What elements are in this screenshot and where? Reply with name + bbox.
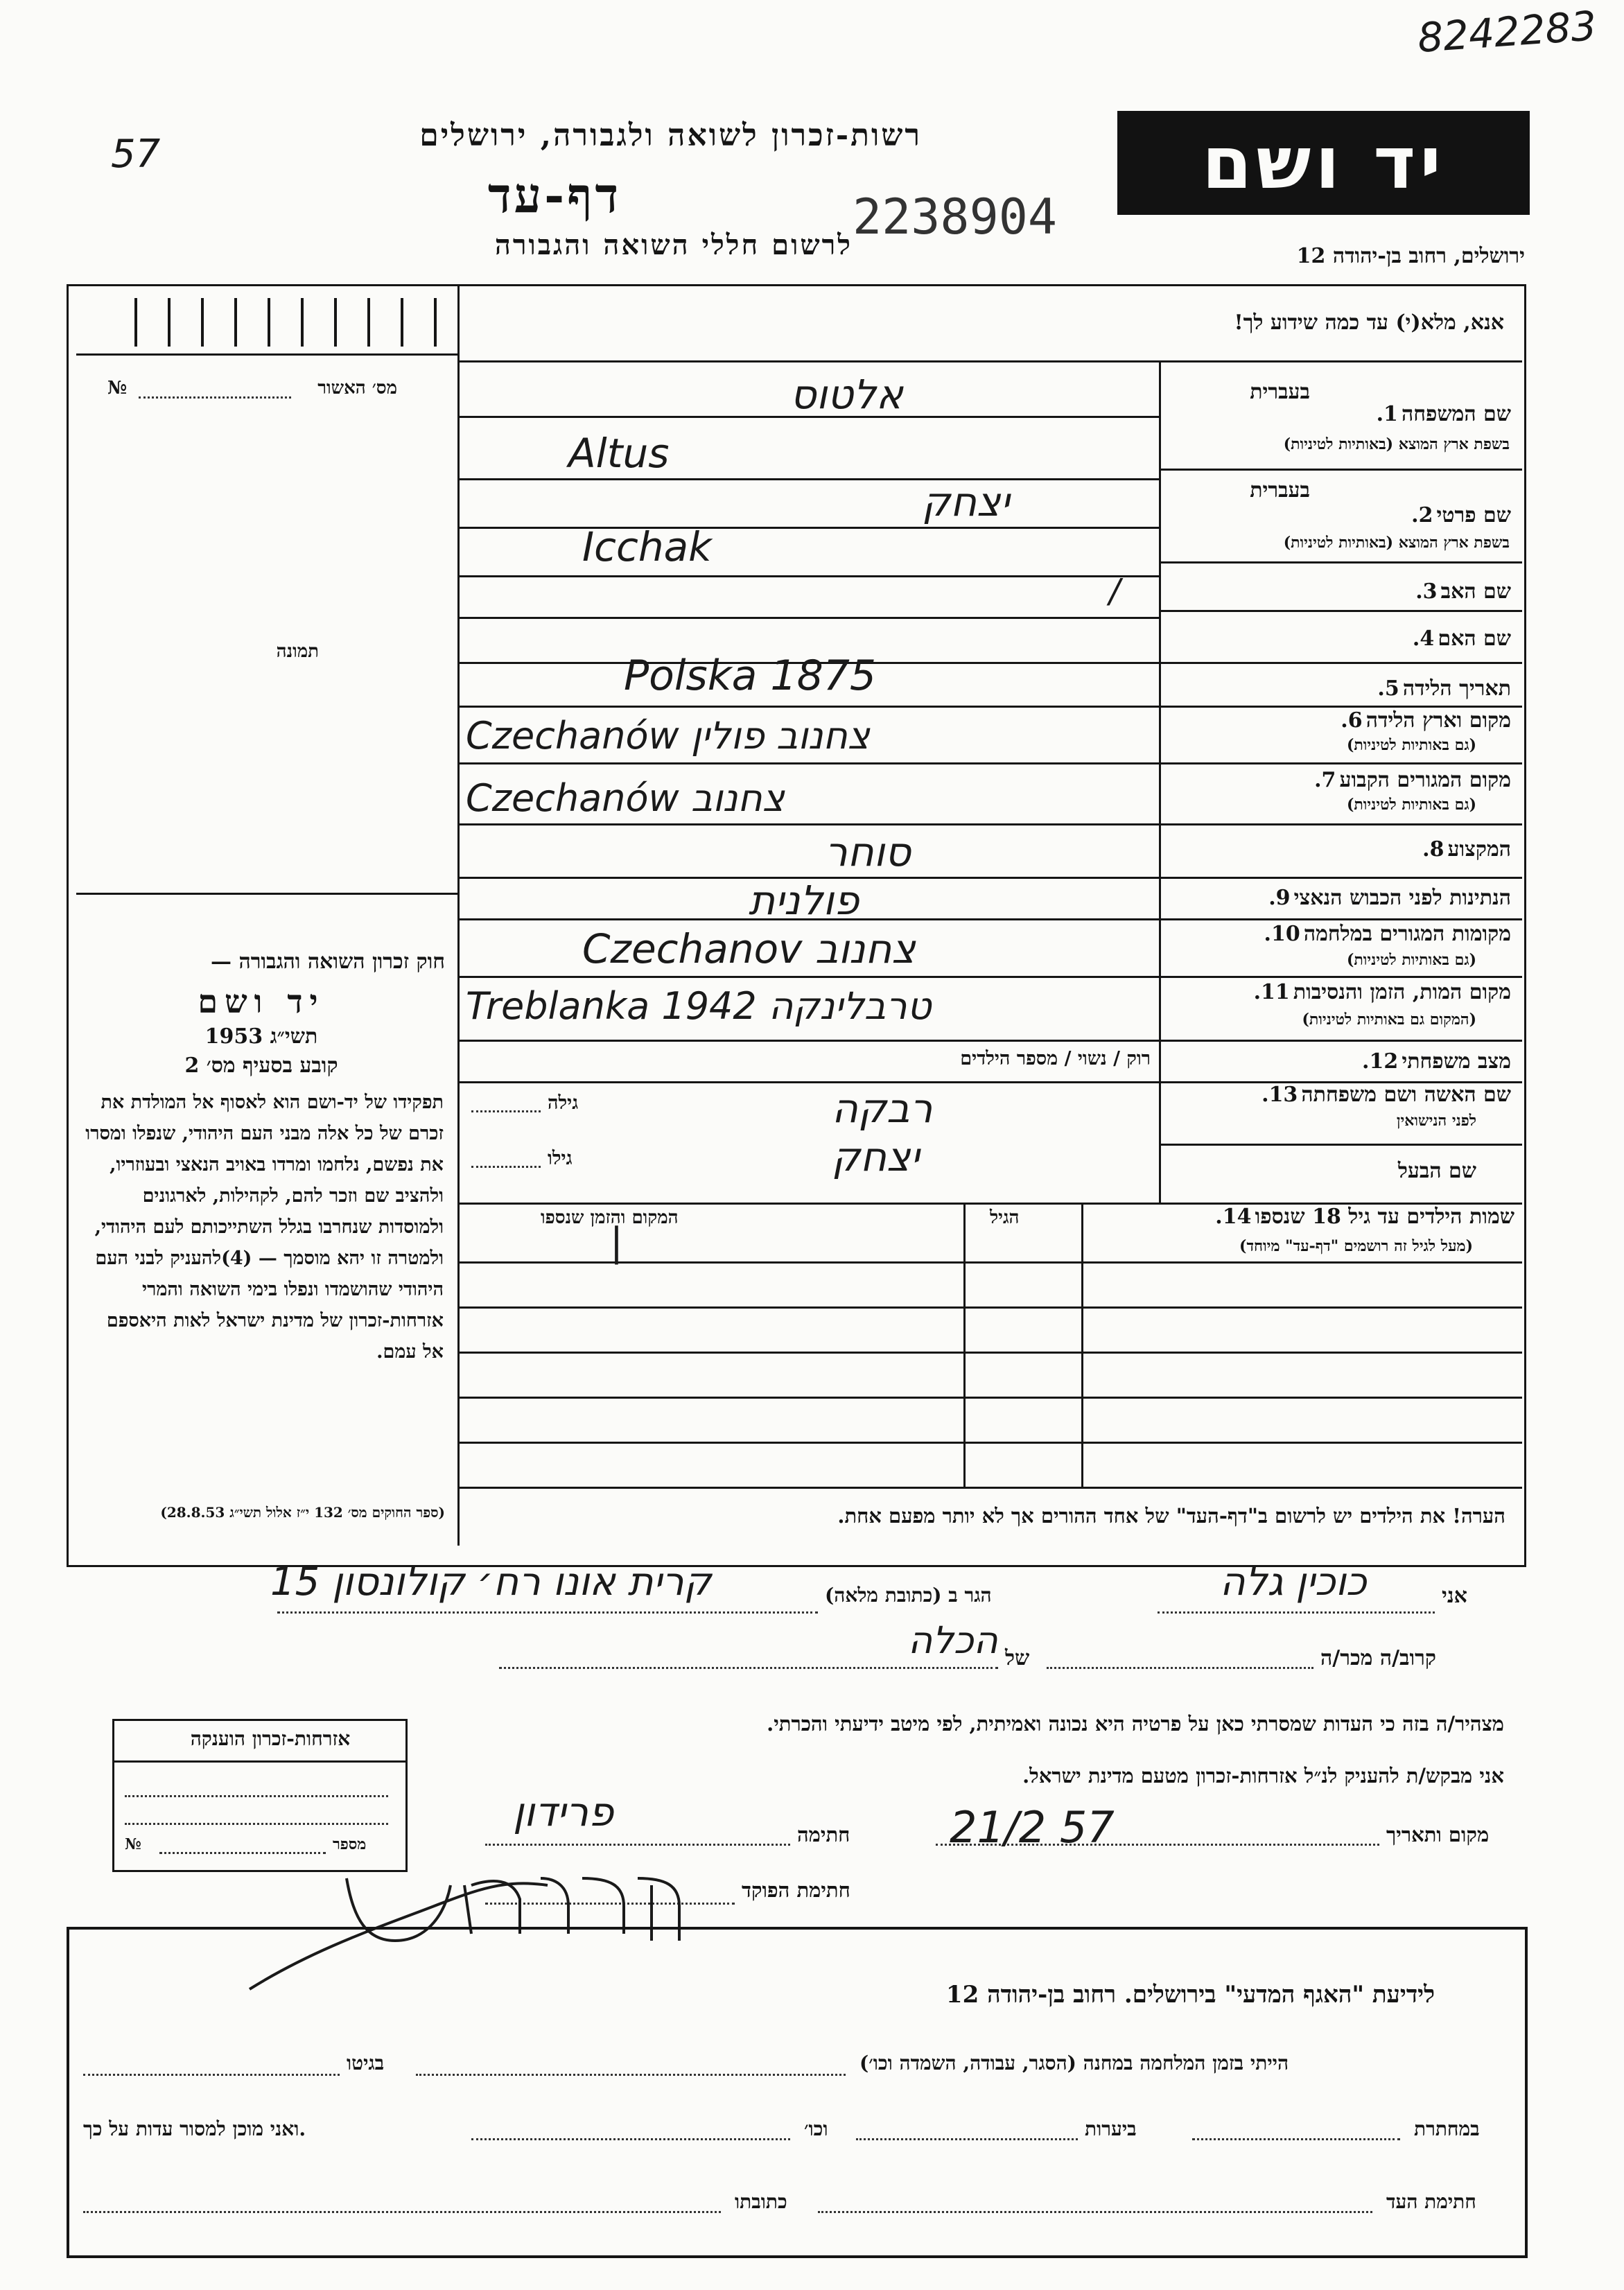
footer-address-label: כתובתו [735,2190,787,2213]
field-label: שם פרטי [1436,503,1511,527]
value-line [457,575,1159,577]
children-row-line [457,1442,1522,1444]
footer-camp-label: הייתי בזמן המלחמה במחנה (הסגר, עבודה, השמדה וכו׳) [859,2052,1289,2074]
photo-law-divider [76,893,457,895]
value-father-name: / [1109,572,1121,611]
field-first-name [1171,503,1511,527]
footer-ghetto-label: בגיטו [347,2052,385,2074]
registration-number: 2238904 [853,189,1058,245]
value-family-name-latin: Altus [568,430,670,477]
field-wife-name [1168,1083,1511,1107]
children-place-col: המקום והזמן שנספו [541,1207,679,1228]
witness-relative-label: קרוב/ה מכר/ה [1320,1646,1436,1670]
value-line [457,1081,1159,1083]
wife-age-label: גילה [548,1092,579,1114]
row-line [1159,823,1522,825]
value-family-name-he: אלטוס [790,371,903,418]
footer-ready-label: ואני מוכן למסור עדות על כך. [83,2117,306,2140]
page-number-mark: 57 [111,132,161,177]
field-label: שם האשה ושם משפחתה [1301,1083,1511,1107]
place-date-value: 21/2 57 [950,1802,1115,1853]
field-sublabel: בשפת ארץ המוצא (באותיות לטיניות) [1283,534,1510,552]
footer-etc-label: וכו׳ [804,2117,828,2140]
field-family-name [1171,402,1511,426]
row-line [1159,662,1522,664]
husband-age-label: גילו [548,1148,573,1169]
signature-label: חתימה [797,1823,850,1846]
footer-witness-sign-dots [818,2211,1372,2213]
citizenship-number-mark: № [125,1835,141,1853]
field-marital-status [1171,1049,1511,1074]
field-number: 4. [1412,627,1435,651]
field-number: 1. [1376,402,1398,426]
footer-witness-sign-label: חתימת העד [1386,2190,1476,2213]
value-line [457,706,1159,708]
value-line [457,762,1159,764]
value-birth-date: Polska 1875 [624,652,877,700]
signature-value: פרידון [513,1788,614,1835]
field-birth-place [1171,708,1511,733]
field-number: 8. [1422,837,1444,862]
officer-signature-label: חתימת הפוקד [742,1878,850,1902]
tick-row-line [76,353,457,356]
value-line [457,823,1159,825]
value-line [457,976,1159,978]
row-line [1159,762,1522,764]
field-number: 2. [1411,503,1433,527]
row-line [1159,1144,1522,1146]
field-number: 11. [1253,980,1290,1004]
field-label: תאריך הלידה [1402,676,1511,701]
footer-title: לידיעת "האגף המדעי" בירושלים. רחוב בן-יהודה 12 [945,1981,1435,2009]
citizenship-number-label: מספר [333,1835,367,1853]
value-nationality: פולנית [749,877,859,924]
children-row-line [457,1306,1522,1309]
children-age-col: הגיל [990,1207,1020,1228]
children-row-line [457,1487,1522,1489]
children-heading [1085,1205,1514,1229]
row-line [1159,918,1522,920]
witness-name: כוכין גלה [1220,1559,1367,1605]
children-row-line [457,1352,1522,1354]
children-col-divider [963,1203,966,1487]
field-label: מקום המות, הזמן והנסיבות [1293,980,1511,1004]
field-number: 7. [1314,768,1336,792]
logo-text: יד ושם [1202,121,1445,205]
children-mark: | [610,1220,623,1265]
form-note: הערה! את הילדים יש לרשום ב"דף-העד" של אחד ההורים אך לא יותר מפעם אחת. [837,1504,1505,1528]
form-title: דף-עד [487,166,622,224]
row-line [1159,469,1522,471]
witness-address-dots [277,1611,818,1614]
witness-name-dots [1158,1611,1435,1614]
value-profession: סוחר [825,828,911,875]
value-husband-name: יצחק [832,1133,920,1180]
value-line [457,527,1159,529]
left-column-divider [457,284,460,1546]
wife-age-dots [471,1110,541,1112]
value-line [457,478,1159,480]
value-line [457,617,1159,619]
approval-label: מס׳ האשור [317,378,397,399]
value-residence: Czechanów צחנוב [466,776,785,820]
footer-underground-label: במחתרת [1414,2117,1480,2140]
witness-relation: הכלה [908,1618,998,1662]
law-text: תפקידו של יד-ושם הוא לאסוף אל המולדת את זכרם של כל אלה מבני העם היהודי, שנפלו ומסרו את נפשם, נלחמו ומרדו באויב הנאצי ובעוזריו, ולהציב שם וזכר להם, לקהילות, לארגונים ולמוסדות שנחרבו בגלל השתייכותם לעם היהודי, ולמטרה זו יהא מוסמך — (4)להעניק לבני העם היהודי שהושמדו ונפלו בימי השואה והמרי אזרחות-זכרון של מדינת ישראל לאות היאספם אל עמם. [85,1092,444,1363]
field-nationality [1171,886,1511,910]
footer-address-dots [83,2211,721,2213]
field-sublabel: (גם באותיות לטיניות) [1346,796,1476,814]
field-number: 10. [1264,922,1300,946]
witness-i-label: אני [1442,1584,1467,1608]
law-title: חוק זכרון השואה והגבורה — [211,950,445,974]
field-label: מקום המגורים הקבוע [1339,768,1511,792]
field-number: 9. [1268,886,1291,910]
field-number: 12. [1362,1049,1399,1074]
witness-address: קרית אונו רח׳ קולונסון 15 [270,1559,712,1605]
field-number: 5. [1377,676,1399,701]
witness-declaration: מצהיר/ה בזה כי העדות שמסרתי כאן על פרטיה היא נכונה ואמיתית, לפי מיטב ידיעתי והכרתי. [767,1712,1504,1736]
field-mother-name [1171,627,1511,651]
field-wartime-residence [1168,922,1511,946]
footer-ghetto-dots [83,2074,340,2076]
footer-forests-label: ביערות [1085,2117,1137,2140]
top-tick-row [104,298,437,347]
field-label: שם המשפחה [1401,402,1511,426]
law-year: תשי״ג 1953 [204,1024,318,1049]
form-subtitle: לרשום חללי השואה והגבורה [494,229,853,261]
field-label: המקצוע [1447,837,1511,862]
footer-forests-dots [856,2138,1078,2140]
archive-number: 8242283 [1415,2,1598,62]
row-line [1159,610,1522,612]
photo-label: תמונה [276,641,319,662]
field-sublabel: לפני הנישואין [1396,1112,1476,1130]
field-profession [1171,837,1511,862]
footer-etc-dots [471,2138,790,2140]
yad-vashem-logo [1117,111,1530,215]
field-death-place [1168,980,1511,1004]
row-line [1159,561,1522,563]
field-sublabel: (גם באותיות לטיניות) [1346,951,1476,969]
citizenship-title: אזרחות-זכרון הוענקה [190,1727,351,1750]
field-sublabel: (גם באותיות לטיניות) [1346,736,1476,754]
value-first-name-latin: Icchak [582,523,712,570]
org-line: רשות-זכרון לשואה ולגבורה, ירושלים [419,118,922,153]
witness-relation-dots [1047,1667,1313,1669]
law-name: יד ושם [198,983,325,1020]
witness-request: אני מבקש/ת להעניק לנ״ל אזרחות-זכרון מטעם מדינת ישראל. [1022,1764,1504,1788]
place-date-label: מקום ותאריך [1386,1823,1490,1846]
value-wife-name: רבקה [832,1085,933,1132]
field-father-name [1171,579,1511,604]
witness-resides-label: הגר ב (כתובת מלאה) [825,1584,992,1607]
field-label: מקומות המגורים במלחמה [1303,922,1511,946]
value-first-name-he: יצחק [922,478,1010,525]
citizenship-number-dots [159,1852,326,1854]
intro-divider [457,360,1522,362]
witness-of-label: של [1005,1646,1030,1670]
value-marital-status-options: רוק / נשוי / מספר הילדים [960,1048,1151,1069]
law-reference: (ספר החוקים מס׳ 132 י״ז אלול תשי״ג 28.8.53) [160,1504,445,1521]
in-hebrew-label: בעברית [1250,478,1310,502]
children-number: 14. [1215,1205,1252,1229]
children-sublabel: (מעל לגיל זה רושמים "דף-עד" מיוחד) [1239,1237,1473,1255]
field-number: 3. [1415,579,1438,604]
citizenship-dots [125,1795,388,1797]
children-label: שמות הילדים עד גיל 18 שנספו [1255,1205,1514,1229]
field-residence [1171,768,1511,792]
field-label: שם האב [1440,579,1511,604]
row-line [1159,877,1522,879]
field-label: שם האם [1438,627,1511,651]
approval-no-mark: № [107,378,128,399]
form-intro: אנא, מלא(י) עד כמה שידוע לך! [1234,311,1504,335]
value-birth-place: Czechanów צחנוב פולין [466,714,870,758]
field-sublabel: (המקום גם באותיות לטיניות) [1302,1011,1476,1029]
value-death-place: Treblanka טרבלינקה 1942 [466,984,932,1028]
citizenship-dots [125,1823,388,1825]
field-label: הנתינות לפני הכבוש הנאצי [1293,886,1511,910]
witness-of-dots [499,1667,998,1669]
field-number: 6. [1341,708,1363,733]
label-column-divider [1159,360,1161,1203]
value-wartime-residence: Czechanov צחנוב [582,925,916,972]
children-row-line [457,1397,1522,1399]
field-label: מצב משפחתי [1402,1049,1511,1074]
footer-underground-dots [1192,2138,1400,2140]
law-clause: קובע בסעיף מס׳ 2 [184,1054,338,1078]
field-birth-date [1171,676,1511,701]
footer-frame [67,1927,1528,2258]
address: ירושלים, רחוב בן-יהודה 12 [1296,244,1525,268]
children-col-divider [1081,1203,1083,1487]
field-husband-name: שם הבעל [1397,1159,1476,1183]
field-sublabel: בשפת ארץ המוצא (באותיות לטיניות) [1283,435,1510,453]
field-label: מקום וארץ הלידה [1365,708,1511,733]
citizenship-title-line [112,1760,405,1763]
in-hebrew-label: בעברית [1250,380,1310,404]
field-number: 13. [1261,1083,1298,1107]
row-line [1159,1040,1522,1042]
approval-dots [139,396,291,399]
value-line [457,1040,1159,1042]
row-line [1159,976,1522,978]
husband-age-dots [471,1166,541,1168]
row-line [1159,706,1522,708]
footer-camp-dots [416,2074,846,2076]
